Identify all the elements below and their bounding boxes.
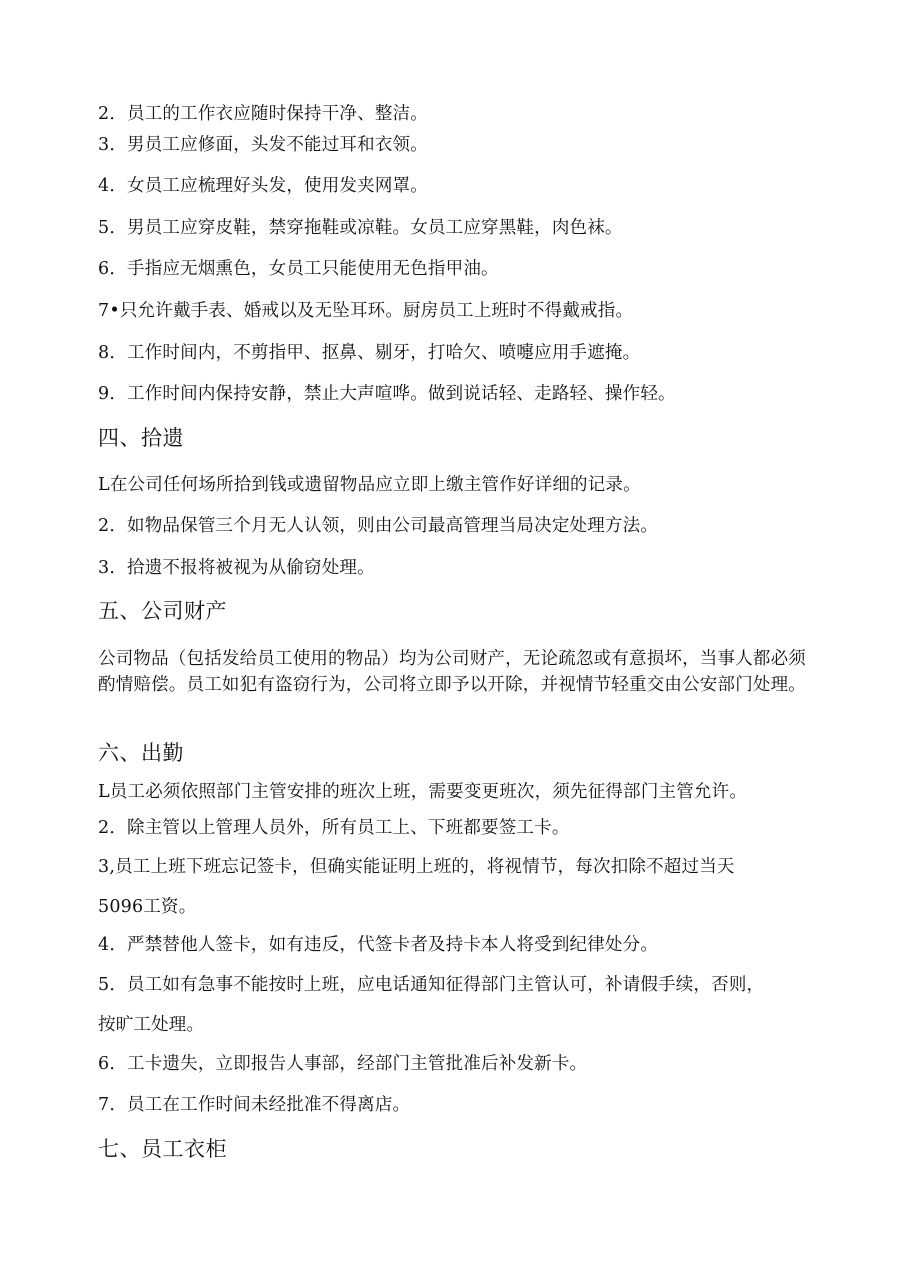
attendance-item-2: 2．除主管以上管理人员外，所有员工上、下班都要签工卡。 xyxy=(98,818,570,838)
rule-item-3: 3．男员工应修面，头发不能过耳和衣领。 xyxy=(98,135,428,155)
rule-item-5: 5．男员工应穿皮鞋，禁穿拖鞋或凉鞋。女员工应穿黑鞋，肉色袜。 xyxy=(98,218,623,238)
company-property-paragraph: 公司物品（包括发给员工使用的物品）均为公司财产，无论疏忽或有意损坏，当事人都必须酌情赔偿。员工如犯有盗窃行为，公司将立即予以开除，并视情节轻重交由公安部门处理。 xyxy=(98,649,806,695)
rule-item-2: 2．员工的工作衣应随时保持干净、整洁。 xyxy=(98,104,428,124)
attendance-item-7: 7．员工在工作时间未经批准不得离店。 xyxy=(98,1095,411,1115)
attendance-item-6: 6．工卡遗失，立即报告人事部，经部门主管批准后补发新卡。 xyxy=(98,1054,588,1074)
rule-item-7: 7•只允许戴手表、婚戒以及无坠耳环。厨房员工上班时不得戴戒指。 xyxy=(98,301,634,321)
attendance-item-4: 4．严禁替他人签卡，如有违反，代签卡者及持卡本人将受到纪律处分。 xyxy=(98,935,659,955)
attendance-item-1: L员工必须依照部门主管安排的班次上班，需要变更班次，须先征得部门主管允许。 xyxy=(98,782,748,802)
section-heading-attendance: 六、出勤 xyxy=(98,741,184,765)
lost-found-item-2: 2．如物品保管三个月无人认领，则由公司最高管理当局决定处理方法。 xyxy=(98,516,659,536)
section-heading-company-property: 五、公司财产 xyxy=(98,599,227,623)
attendance-item-5-cont: 按旷工处理。 xyxy=(98,1015,205,1035)
section-heading-employee-locker: 七、员工衣柜 xyxy=(98,1137,227,1161)
section-heading-lost-found: 四、拾遗 xyxy=(98,426,184,450)
rule-item-8: 8．工作时间内，不剪指甲、抠鼻、剔牙，打哈欠、喷嚏应用手遮掩。 xyxy=(98,343,641,363)
rule-item-6: 6．手指应无烟熏色，女员工只能使用无色指甲油。 xyxy=(98,259,499,279)
rule-item-4: 4．女员工应梳理好头发，使用发夹网罩。 xyxy=(98,176,428,196)
attendance-item-3: 3,员工上班下班忘记签卡，但确实能证明上班的，将视情节，每次扣除不超过当天 xyxy=(98,857,735,877)
lost-found-item-1: L在公司任何场所拾到钱或遗留物品应立即上缴主管作好详细的记录。 xyxy=(98,475,641,495)
lost-found-item-3: 3．拾遗不报将被视为从偷窃处理。 xyxy=(98,558,375,578)
attendance-item-3-cont: 5096工资。 xyxy=(98,897,197,917)
attendance-item-5: 5．员工如有急事不能按时上班，应电话通知征得部门主管认可，补请假手续，否则， xyxy=(98,975,765,995)
rule-item-9: 9．工作时间内保持安静，禁止大声喧哗。做到说话轻、走路轻、操作轻。 xyxy=(98,384,676,404)
